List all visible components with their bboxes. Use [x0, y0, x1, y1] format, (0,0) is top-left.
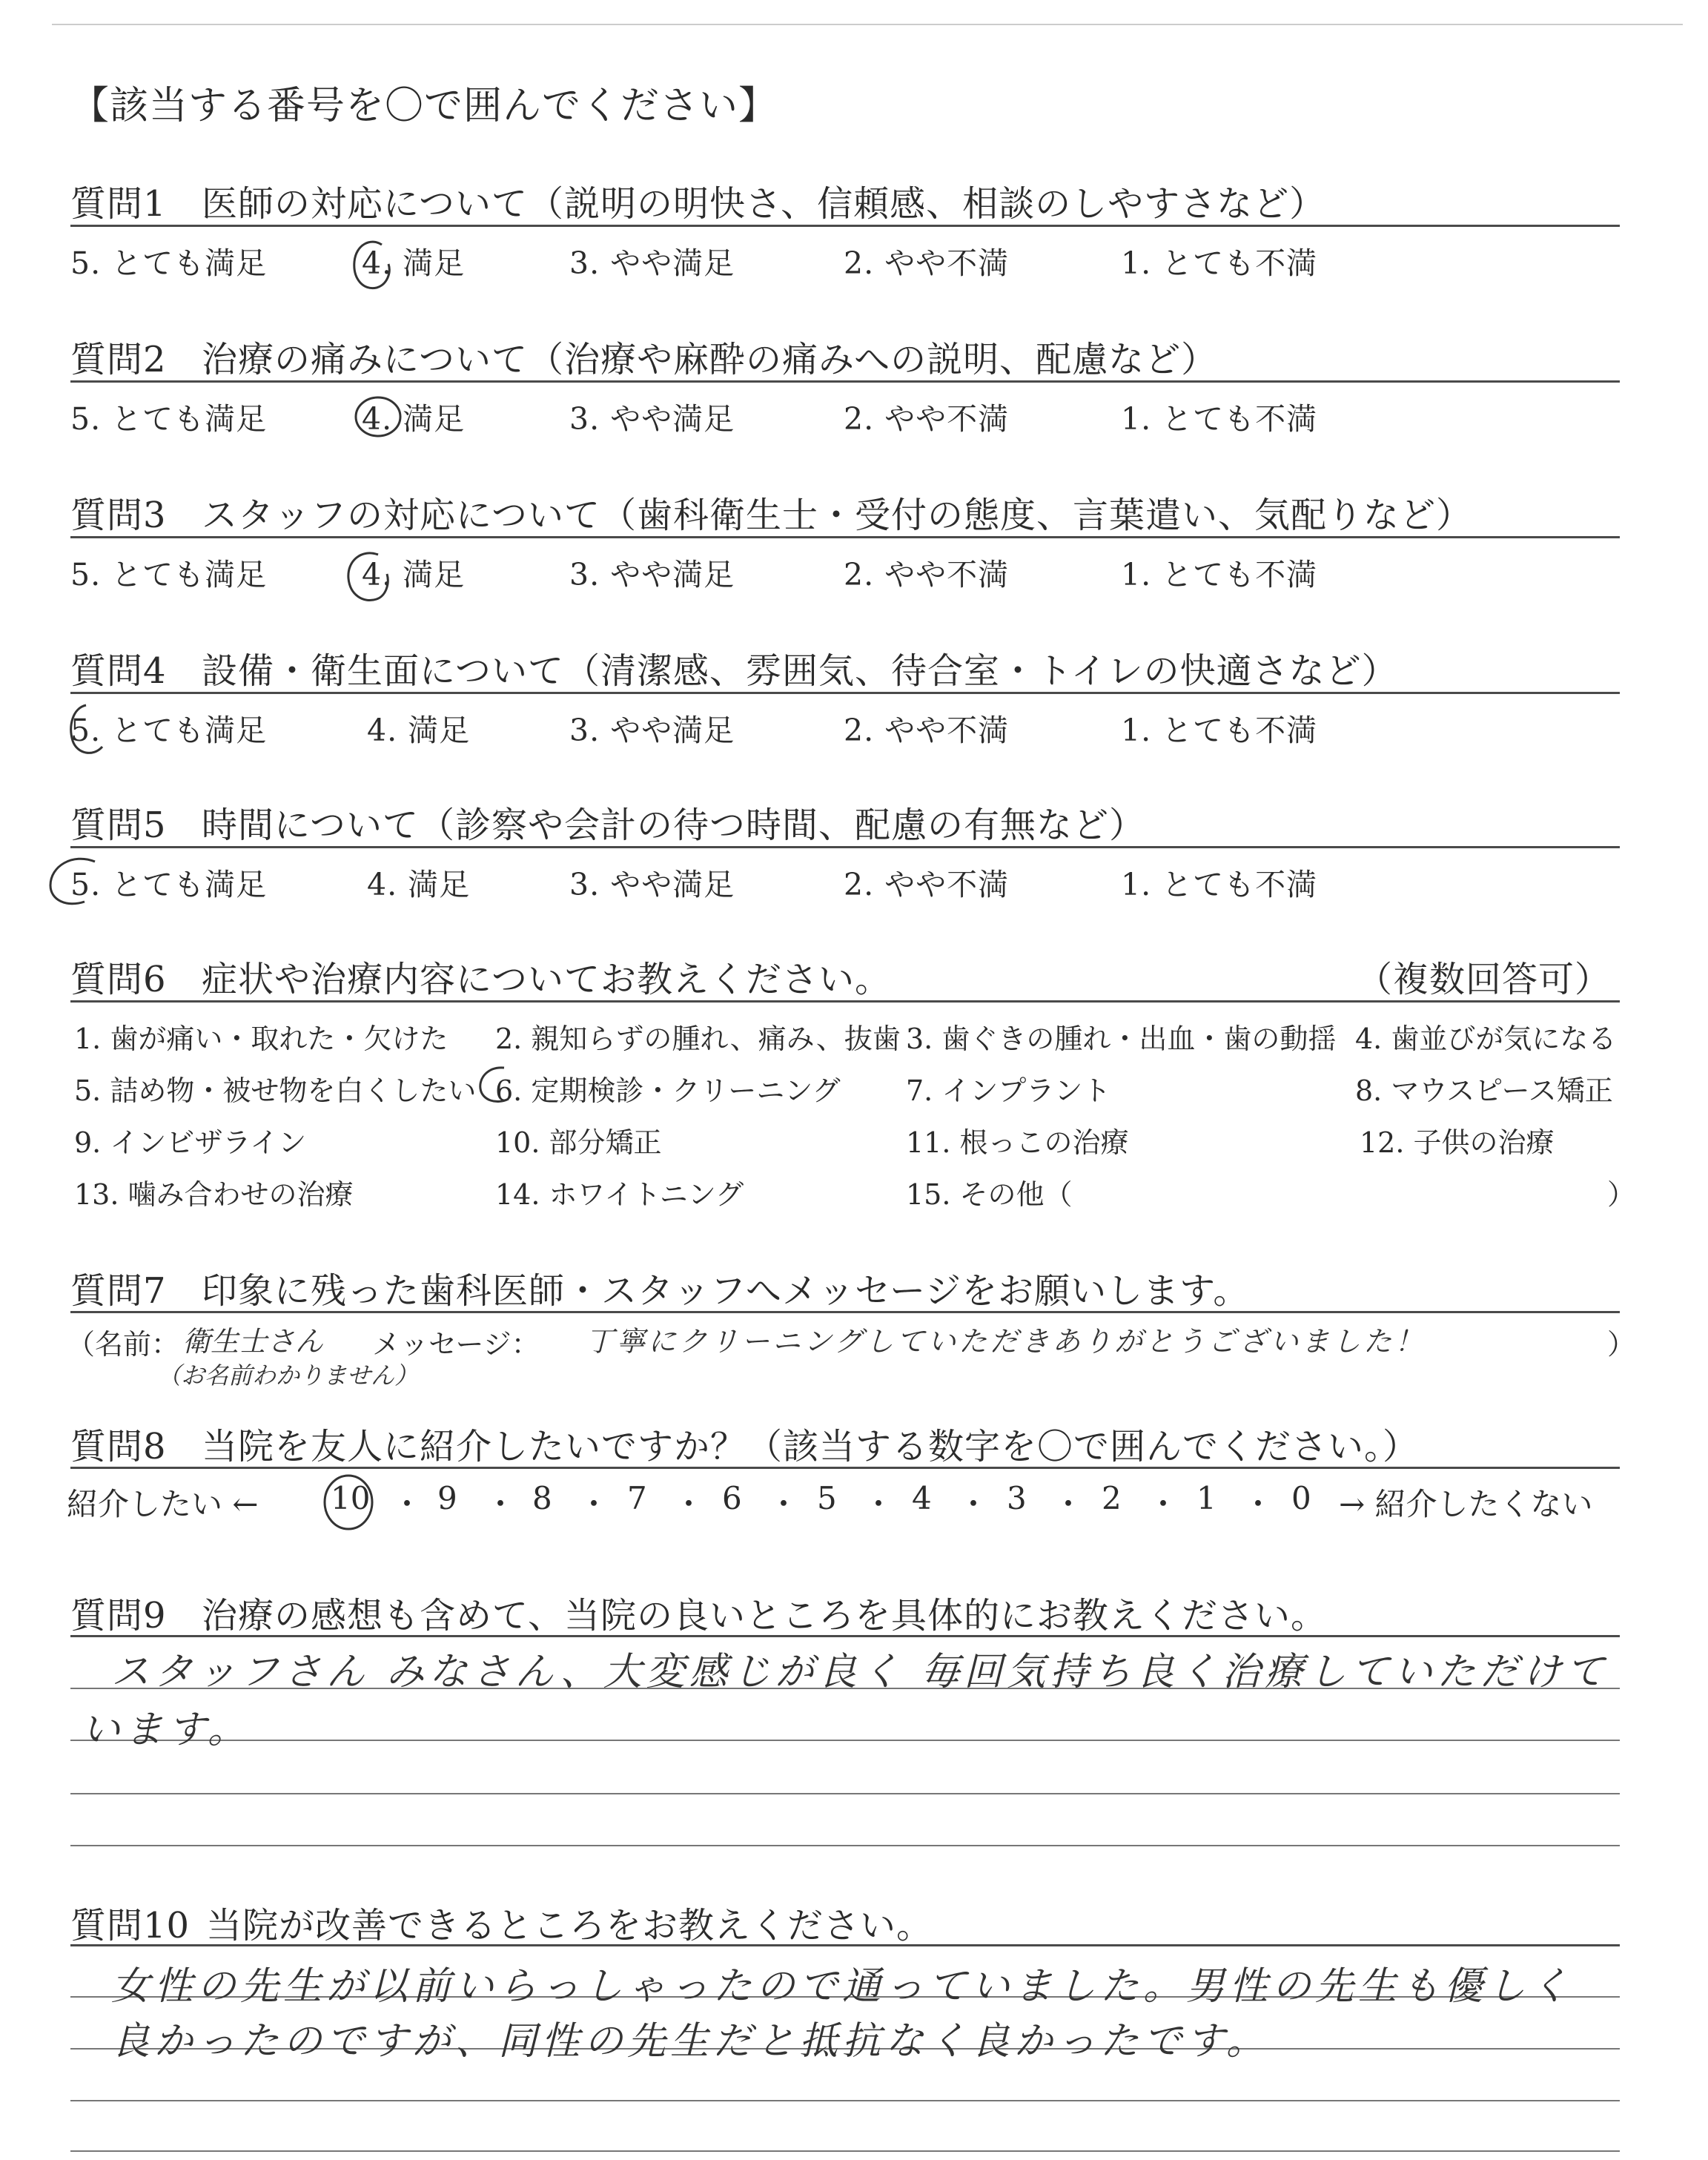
q5-option-3[interactable]: 3. やや満足 — [569, 867, 735, 902]
q8-scale-1[interactable]: 1 — [1196, 1480, 1217, 1516]
question-6-rule — [70, 1000, 1620, 1003]
q2-option-1[interactable]: 1. とても不満 — [1121, 401, 1318, 437]
question-9-label: 質問9 — [70, 1595, 167, 1636]
q5-selection-circle — [43, 853, 117, 911]
q3-option-3[interactable]: 3. やや満足 — [569, 557, 735, 592]
q6-item-10[interactable]: 10. 部分矯正 — [495, 1126, 662, 1159]
q2-selection-circle — [351, 393, 405, 442]
q2-option-5[interactable]: 5. とても満足 — [70, 401, 268, 437]
q8-dot: ・ — [391, 1486, 423, 1522]
q5-option-1[interactable]: 1. とても不満 — [1121, 867, 1318, 902]
question-9-text: 治療の感想も含めて、当院の良いところを具体的にお教えください。 — [202, 1595, 1328, 1636]
q8-dot: ・ — [1053, 1486, 1085, 1522]
q3-option-4[interactable]: 4. 満足 — [362, 557, 466, 592]
q8-selection-circle — [319, 1471, 378, 1533]
q4-option-4[interactable]: 4. 満足 — [367, 713, 471, 748]
q8-dot: ・ — [958, 1486, 990, 1522]
q6-item-8[interactable]: 8. マウスピース矯正 — [1355, 1074, 1613, 1107]
q8-dot: ・ — [768, 1486, 800, 1522]
q7-name-answer[interactable]: 衛生士さん — [182, 1325, 324, 1358]
question-10-rule-4 — [70, 2100, 1620, 2101]
q4-option-2[interactable]: 2. やや不満 — [844, 713, 1010, 748]
q5-option-4[interactable]: 4. 満足 — [367, 867, 471, 902]
q4-option-3[interactable]: 3. やや満足 — [569, 713, 735, 748]
q8-right-label: → 紹介したくない — [1339, 1486, 1593, 1522]
question-7-text: 印象に残った歯科医師・スタッフへメッセージをお願いします。 — [202, 1270, 1250, 1312]
q6-item-11[interactable]: 11. 根っこの治療 — [906, 1126, 1129, 1159]
question-5-rule — [70, 846, 1620, 848]
question-1-rule — [70, 225, 1620, 227]
q6-item-12[interactable]: 12. 子供の治療 — [1360, 1126, 1555, 1159]
q5-option-5[interactable]: 5. とても満足 — [70, 867, 268, 902]
q6-item-15[interactable]: 15. その他（ — [906, 1178, 1073, 1211]
q6-item-13[interactable]: 13. 噛み合わせの治療 — [74, 1178, 354, 1211]
q10-answer-line-2[interactable]: 良かったのですが、同性の先生だと抵抗なく良かったです。 — [111, 2019, 1269, 2064]
page-title: 【該当する番号を〇で囲んでください】 — [70, 84, 778, 128]
q3-option-1[interactable]: 1. とても不満 — [1121, 557, 1318, 592]
question-5-label: 質問5 — [70, 805, 167, 846]
q8-scale-4[interactable]: 4 — [912, 1480, 932, 1516]
question-10-label: 質問10 — [70, 1905, 191, 1946]
q4-selection-circle — [64, 701, 116, 760]
q1-option-5[interactable]: 5. とても満足 — [70, 245, 268, 281]
q8-scale-8[interactable]: 8 — [532, 1480, 552, 1516]
question-4-text: 設備・衛生面について（清潔感、雰囲気、待合室・トイレの快適さなど） — [202, 650, 1398, 692]
question-8-text: 当院を友人に紹介したいですか？（該当する数字を〇で囲んでください。） — [202, 1426, 1420, 1467]
question-9-rule-3 — [70, 1740, 1620, 1741]
question-5-text: 時間について（診察や会計の待つ時間、配慮の有無など） — [202, 805, 1146, 846]
question-9-rule-5 — [70, 1845, 1620, 1846]
question-3-label: 質問3 — [70, 495, 167, 536]
q7-name-note: （お名前わかりません） — [157, 1361, 419, 1390]
question-3-rule — [70, 536, 1620, 538]
question-7-rule — [70, 1311, 1620, 1313]
question-2-label: 質問2 — [70, 339, 167, 380]
q1-option-3[interactable]: 3. やや満足 — [569, 245, 735, 281]
q7-message-answer[interactable]: 丁寧にクリーニングしていただきありがとうございました！ — [586, 1325, 1426, 1358]
question-6-label: 質問6 — [70, 959, 167, 1000]
q2-option-2[interactable]: 2. やや不満 — [844, 401, 1010, 437]
q8-scale-5[interactable]: 5 — [817, 1480, 837, 1516]
q3-option-2[interactable]: 2. やや不満 — [844, 557, 1010, 592]
q6-item-9[interactable]: 9. インビザライン — [74, 1126, 307, 1159]
q7-name-label: （名前： — [67, 1328, 180, 1361]
q1-option-1[interactable]: 1. とても不満 — [1121, 245, 1318, 281]
q8-dot: ・ — [863, 1486, 895, 1522]
q8-scale-9[interactable]: 9 — [437, 1480, 457, 1516]
question-2-rule — [70, 380, 1620, 383]
question-10-text: 当院が改善できるところをお教えください。 — [206, 1905, 933, 1946]
q1-option-4[interactable]: 4. 満足 — [362, 245, 466, 281]
q3-option-5[interactable]: 5. とても満足 — [70, 557, 268, 592]
question-10-rule-1 — [70, 1944, 1620, 1946]
question-3-text: スタッフの対応について（歯科衛生士・受付の態度、言葉遣い、気配りなど） — [202, 495, 1473, 536]
question-7-label: 質問7 — [70, 1270, 167, 1312]
q9-answer-line-1[interactable]: スタッフさん みなさん、大変感じが良く 毎回気持ち良く治療していただけて — [111, 1650, 1609, 1694]
q8-dot: ・ — [1148, 1486, 1179, 1522]
question-6-text: 症状や治療内容についてお教えください。 — [202, 959, 892, 1000]
q8-dot: ・ — [485, 1486, 517, 1522]
q5-option-2[interactable]: 2. やや不満 — [844, 867, 1010, 902]
question-6-note: （複数回答可） — [1357, 959, 1612, 1000]
question-1-text: 医師の対応について（説明の明快さ、信頼感、相談のしやすさなど） — [202, 183, 1326, 225]
top-border — [52, 24, 1683, 25]
q6-selection-circle — [474, 1063, 526, 1108]
question-10-rule-5 — [70, 2150, 1620, 2152]
q8-scale-0[interactable]: 0 — [1291, 1480, 1311, 1516]
q8-dot: ・ — [673, 1486, 705, 1522]
q6-item-15-close: ） — [1607, 1178, 1636, 1211]
q6-item-1[interactable]: 1. 歯が痛い・取れた・欠けた — [74, 1023, 448, 1055]
q4-option-5[interactable]: 5. とても満足 — [70, 713, 268, 748]
q9-answer-line-2[interactable]: います。 — [82, 1708, 251, 1752]
question-8-label: 質問8 — [70, 1426, 167, 1467]
q8-scale-3[interactable]: 3 — [1007, 1480, 1027, 1516]
q8-dot: ・ — [578, 1486, 610, 1522]
q8-scale-10[interactable]: 10 — [331, 1480, 371, 1516]
q7-close-paren: ） — [1607, 1328, 1636, 1361]
question-8-rule — [70, 1467, 1620, 1469]
q6-item-7[interactable]: 7. インプラント — [906, 1074, 1111, 1107]
q6-item-4[interactable]: 4. 歯並びが気になる — [1355, 1023, 1617, 1055]
q3-selection-circle — [341, 547, 400, 607]
q8-dot: ・ — [1242, 1486, 1274, 1522]
q8-scale-6[interactable]: 6 — [722, 1480, 742, 1516]
question-4-rule — [70, 692, 1620, 694]
question-1-label: 質問1 — [70, 183, 167, 225]
q2-option-4[interactable]: 4. 満足 — [362, 401, 466, 437]
question-9-rule-1 — [70, 1635, 1620, 1637]
q6-item-5[interactable]: 5. 詰め物・被せ物を白くしたい — [74, 1074, 477, 1107]
q4-option-1[interactable]: 1. とても不満 — [1121, 713, 1318, 748]
q6-item-6[interactable]: 6. 定期検診・クリーニング — [495, 1074, 841, 1107]
question-9-rule-4 — [70, 1793, 1620, 1794]
q1-selection-circle — [348, 236, 400, 295]
q8-scale-7[interactable]: 7 — [627, 1480, 647, 1516]
q1-option-2[interactable]: 2. やや不満 — [844, 245, 1010, 281]
q8-scale-2[interactable]: 2 — [1102, 1480, 1122, 1516]
q2-option-3[interactable]: 3. やや満足 — [569, 401, 735, 437]
q10-answer-line-1[interactable]: 女性の先生が以前いらっしゃったので通っていました。男性の先生も優しく — [111, 1964, 1574, 2009]
question-4-label: 質問4 — [70, 650, 167, 692]
q6-item-3[interactable]: 3. 歯ぐきの腫れ・出血・歯の動揺 — [906, 1023, 1337, 1055]
question-2-text: 治療の痛みについて（治療や麻酔の痛みへの説明、配慮など） — [202, 339, 1218, 380]
q6-item-2[interactable]: 2. 親知らずの腫れ、痛み、抜歯 — [495, 1023, 901, 1055]
q8-left-label: 紹介したい ← — [67, 1486, 259, 1522]
q6-item-14[interactable]: 14. ホワイトニング — [495, 1178, 744, 1211]
q7-message-label: メッセージ： — [372, 1328, 540, 1361]
